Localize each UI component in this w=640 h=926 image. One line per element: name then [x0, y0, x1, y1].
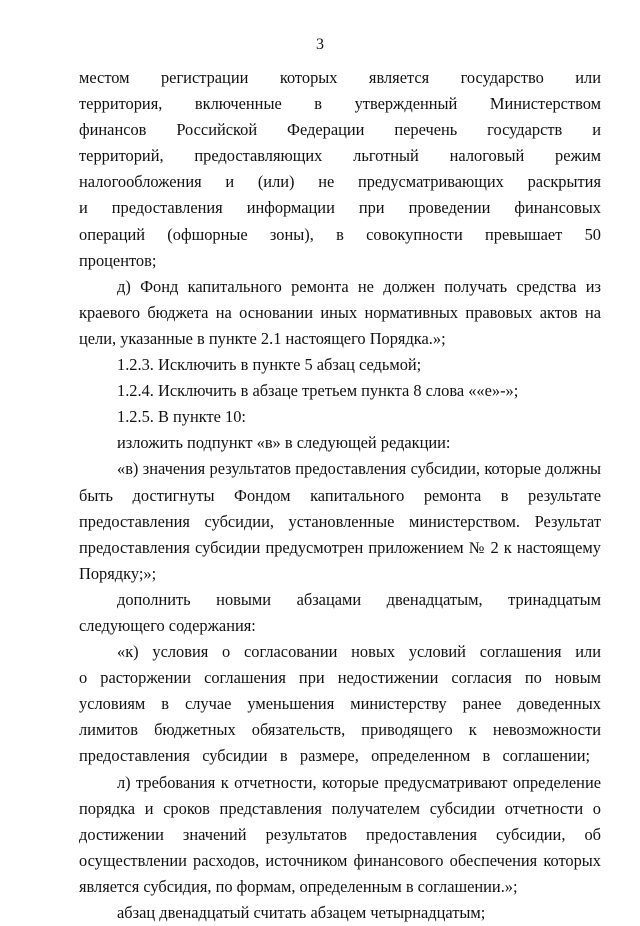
paragraph-item-1-2-5: 1.2.5. В пункте 10: — [117, 407, 246, 427]
paragraph-restate-subitem-v: изложить подпункт «в» в следующей редакции: — [117, 433, 451, 453]
paragraph-continuation: местом регистрации которых является государство или территория, включенные в утвержденный Министерством финансов Российской Федерации перечень государств и территорий, предоставляющих льготный налоговый режим налогообложения и (или) не предусматривающих раскрытия и предоставления информации при проведении финансовых операций (офшорные зоны), в совокупности превышает 50 процентов; — [79, 68, 601, 270]
paragraph-add-new-paragraphs: дополнить новыми абзацами двенадцатым, тринадцатым следующего содержания: — [79, 589, 601, 635]
paragraph-renumber: абзац двенадцатый считать абзацем четырнадцатым; — [117, 903, 486, 922]
paragraph-subitem-k: «к) условия о согласовании новых условий соглашения или о расторжении соглашения при недостижении согласия по новым условиям в случае уменьшения министерству ранее доведенных лимитов бюджетных обязательств, приводящего к невозможности предоставления субсидии в размере, определенном в соглашении; — [79, 642, 601, 766]
paragraph-item-1-2-3: 1.2.3. Исключить в пункте 5 абзац седьмой; — [117, 355, 422, 375]
page-number: 3 — [316, 36, 324, 53]
paragraph-subitem-v: «в) значения результатов предоставления субсидии, которые должны быть достигнуты Фондом капитального ремонта в результате предоставления субсидии, установленные министерством. Результат предоставления субсидии предусмотрен приложением № 2 к настоящему Порядку;»; — [79, 459, 601, 583]
paragraph-subitem-d: д) Фонд капитального ремонта не должен получать средства из краевого бюджета на основании иных нормативных правовых актов на цели, указанные в пункте 2.1 настоящего Порядка.»; — [79, 276, 601, 348]
document-body — [79, 65, 601, 926]
paragraph-subitem-l: л) требования к отчетности, которые предусматривают определение порядка и сроков представления получателем субсидии отчетности о достижении значений результатов предоставления субсидии, об осуществлении расходов, источником финансового обеспечения которых является субсидия, по формам, определенным в соглашении.»; — [79, 772, 601, 896]
paragraph-item-1-2-4: 1.2.4. Исключить в абзаце третьем пункта 8 слова ««е»-»; — [117, 381, 519, 401]
